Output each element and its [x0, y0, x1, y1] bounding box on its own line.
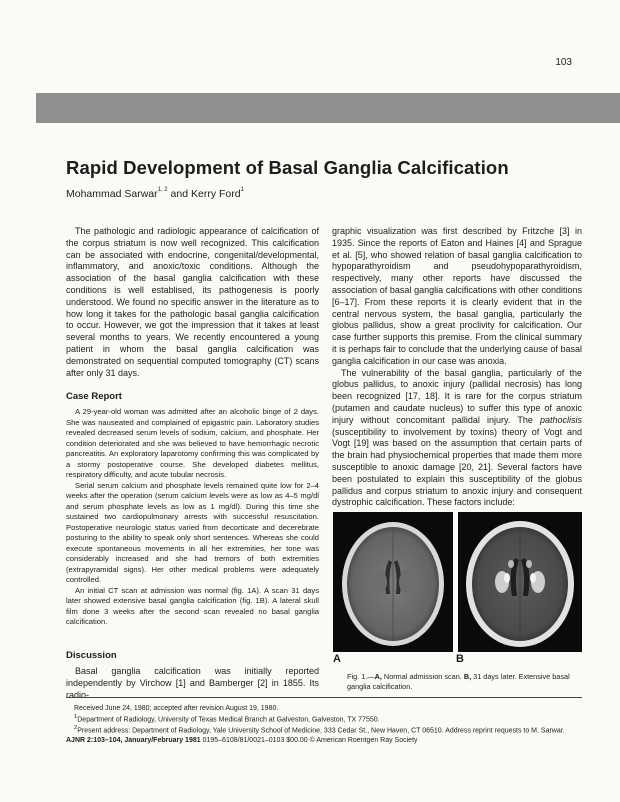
case-report-body: [66, 407, 319, 628]
footnotes: [66, 704, 582, 745]
discussion-heading: Discussion: [66, 650, 117, 661]
case-report-paragraph: Serial serum calcium and phosphate levels remained quite low for 2–4 weeks after the operation (serum calcium levels were as low as 4–5 mg/dl and serum phosphate levels as low as 1 mg/dl). During this time she sustained two cardiopulmonary arrests with successful resuscitation. Postoperative neurologic status varied from decorticate and decerebrate posturing to the ability to speak only short sentences. Whereas she could execute spontaneous movements in all her extremities, her tone was considerably increased and she had tremors of both extremities (extrapyramidal signs). Her other medical problems were adequately controlled.: [66, 480, 319, 584]
author-line: [66, 188, 244, 200]
body-paragraph: [332, 368, 582, 510]
caption-panel-letter: A,: [374, 672, 382, 681]
figure-caption: [347, 672, 583, 691]
italic-term: pathoclisis: [539, 414, 582, 425]
author-affiliation-mark: 1, 2: [157, 187, 168, 193]
footnote-text: Department of Radiology, University of Texas Medical Branch at Galveston, Galveston, TX 77550.: [77, 716, 380, 724]
author-conjunction: and: [167, 188, 191, 200]
author-name: Mohammad Sarwar: [66, 188, 158, 200]
abstract: [66, 226, 319, 379]
footnote-present-address: [66, 724, 582, 735]
journal-citation: [66, 736, 582, 745]
case-report-heading: Case Report: [66, 391, 122, 402]
caption-text: Normal admission scan.: [381, 672, 464, 681]
discussion-paragraph: Basal ganglia calcification was initially reported independently by Virchow [1] and Bamberger [2] in 1855. Its radio-: [66, 666, 319, 700]
right-column-body: [332, 226, 582, 509]
caption-fig-number: Fig. 1.—: [347, 672, 375, 681]
footnote-affiliation: [66, 713, 582, 724]
case-report-paragraph: An initial CT scan at admission was normal (fig. 1A). A scan 31 days later showed extensive basal ganglia calcification (fig. 1B). A lateral skull film done 3 weeks after the second scan revealed no basal ganglia calcification.: [66, 585, 319, 626]
author-name: Kerry Ford: [191, 188, 241, 200]
caption-panel-letter: B,: [463, 672, 472, 681]
journal-citation-rest: 0195–6108/81/0021–0103 $00.00 © American Roentgen Ray Society: [200, 736, 418, 744]
figure-panel-label-a: A: [333, 653, 341, 665]
case-report-paragraph: A 29-year-old woman was admitted after an alcoholic binge of 2 days. She was nauseated and complained of epigastric pain. Laboratory studies revealed decreased serum levels of sodium, calcium, and phosphate. Her condition deteriorated and she was believed to have hemorrhagic necrotic pancreatitis. An exploratory laparotomy confirming this was complicated by a stormy postoperative course. She developed diabetes mellitus, respiratory difficulty, and acute tubular necrosis.: [66, 407, 319, 479]
body-paragraph: graphic visualization was first described by Fritzche [3] in 1935. Since the reports of Eaton and Haines [4] and Sprague et al. [5], who showed relation of basal ganglia calcification to hypoparathyroidism and pseudohypoparathyroidism, respectively, many other reports have discussed the association of basal ganglia calcifications with other conditions [6–17]. From these reports it is clearly evident that in the central nervous system, the basal ganglia, particularly the globus pallidus, show a great proclivity for calcification. Our case further supports this premise. From the clinical summary it is perhaps fair to conclude that the underlying cause of basal ganglia calcification in our case was anoxia.: [332, 226, 582, 366]
author-affiliation-mark: 1: [240, 187, 244, 193]
header-band: [36, 93, 620, 123]
page-number: 103: [555, 57, 572, 68]
caption-text: 31 days later. Extensive basal ganglia calcification.: [347, 672, 570, 691]
body-text: (susceptibility to involvement by toxins) theory of Vogt and Vogt [19] was based on the assumption that certain parts of the brain had physiochemical properties that made them more susceptible to anoxic damage [20, 21]. Several factors have been postulated to explain this susceptibility of the globus pallidus and corpus striatum to anoxic injury and consequent dystrophic calcification. These factors include:: [332, 426, 582, 508]
footnote-divider: [66, 697, 582, 698]
ct-scan-a-image: [333, 512, 453, 652]
journal-citation-bold: AJNR 2:103–104, January/February 1981: [66, 736, 201, 744]
figure-panel-label-b: B: [456, 653, 464, 665]
footnote-text: Present address: Department of Radiology, Yale University School of Medicine, 333 Cedar St., New Haven, CT 06510. Address reprint requests to M. Sarwar.: [77, 727, 565, 735]
received-dates: Received June 24, 1980; accepted after revision August 19, 1980.: [74, 705, 279, 712]
footnote-mark: 1: [74, 714, 78, 720]
footnote-mark: 2: [74, 725, 78, 732]
body-text: The vulnerability of the basal ganglia, particularly of the globus pallidus, to anoxic injury (pallidal necrosis) has long been recognized [17, 18]. It is rare for the corpus striatum (putamen and caudate nucleus) to suffer this type of anoxic injury without concomitant pallidal injury. The: [332, 367, 582, 425]
abstract-paragraph: The pathologic and radiologic appearance of calcification of the corpus striatum is now well recognized. This calcification can be associated with endocrine, congenital/developmental, inflammatory, and anoxic/toxic conditions. Although the association of the basal ganglia calcification with these conditions is well establised, its pathogenesis is poorly understood. We found no specific answer in the literature as to how long it takes for the pathologic basal ganglia calcification to occur. However, we got the impression that it takes at least several months to years. We recently encountered a young patient in whom the basal ganglia calcification was demonstrated on sequential computed tomography (CT) scans after only 31 days.: [66, 226, 319, 378]
article-title: Rapid Development of Basal Ganglia Calcification: [66, 157, 509, 178]
ct-scan-b-image: [458, 512, 582, 652]
